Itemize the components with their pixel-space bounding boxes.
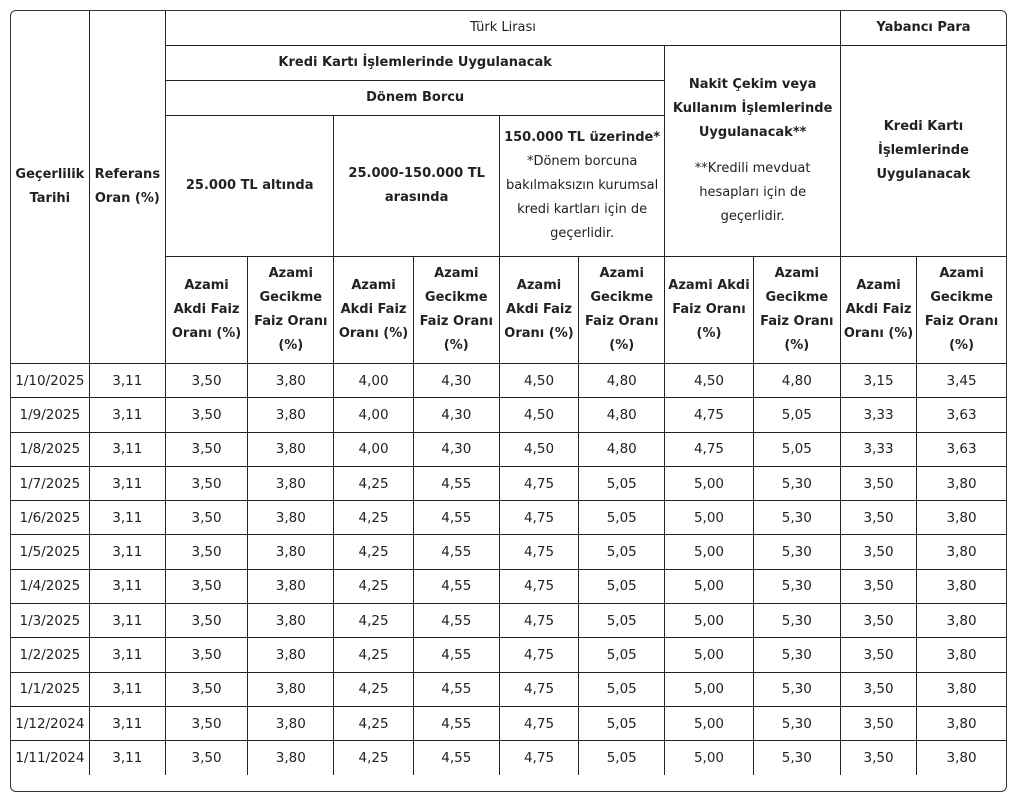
header-akdi-faiz: Azami Akdi Faiz Oranı (%) (499, 257, 578, 364)
header-yp-kredi-karti: Kredi Kartı İşlemlerinde Uygulanacak (840, 46, 1006, 257)
header-referans-oran: Referans Oran (%) (89, 11, 165, 364)
table-cell: 3,80 (248, 672, 334, 706)
table-cell: 1/12/2024 (11, 706, 89, 740)
interest-rates-table (11, 11, 1006, 775)
table-cell: 1/2/2025 (11, 638, 89, 672)
table-cell: 3,11 (89, 638, 165, 672)
table-cell: 1/5/2025 (11, 535, 89, 569)
table-cell: 5,05 (579, 672, 665, 706)
table-cell: 4,25 (334, 466, 413, 500)
table-cell: 3,80 (248, 604, 334, 638)
table-cell: 3,50 (840, 672, 916, 706)
table-cell: 5,05 (579, 604, 665, 638)
header-donem-borcu: Dönem Borcu (165, 81, 664, 116)
table-cell: 3,50 (840, 569, 916, 603)
table-cell: 3,33 (840, 398, 916, 432)
table-cell: 4,55 (413, 638, 499, 672)
table-body (11, 364, 1006, 775)
table-cell: 3,50 (165, 706, 247, 740)
table-cell: 5,05 (579, 706, 665, 740)
table-cell: 3,15 (840, 364, 916, 398)
table-cell: 3,80 (248, 638, 334, 672)
table-cell: 4,75 (499, 466, 578, 500)
table-cell: 3,80 (917, 569, 1006, 603)
table-row (11, 535, 1006, 569)
table-cell: 5,30 (753, 569, 840, 603)
table-cell: 4,30 (413, 398, 499, 432)
table-cell: 5,30 (753, 638, 840, 672)
table-cell: 4,75 (499, 672, 578, 706)
header-akdi-faiz: Azami Akdi Faiz Oranı (%) (665, 257, 753, 364)
table-cell: 3,50 (840, 638, 916, 672)
table-cell: 4,30 (413, 364, 499, 398)
table-cell: 3,80 (248, 569, 334, 603)
table-cell: 5,30 (753, 706, 840, 740)
table-cell: 4,55 (413, 501, 499, 535)
table-cell: 3,50 (165, 672, 247, 706)
table-cell: 3,80 (917, 638, 1006, 672)
header-band-1: 25.000 TL altında (165, 116, 333, 257)
table-cell: 5,05 (579, 741, 665, 775)
table-cell: 3,11 (89, 398, 165, 432)
header-turk-lirasi: Türk Lirası (165, 11, 840, 46)
table-cell: 5,05 (579, 466, 665, 500)
header-band-3 (499, 116, 664, 257)
table-cell: 3,45 (917, 364, 1006, 398)
table-cell: 3,80 (248, 398, 334, 432)
table-row (11, 638, 1006, 672)
table-cell: 4,75 (499, 741, 578, 775)
table-cell: 1/9/2025 (11, 398, 89, 432)
table-cell: 4,80 (579, 398, 665, 432)
table-cell: 1/10/2025 (11, 364, 89, 398)
header-akdi-faiz: Azami Akdi Faiz Oranı (%) (165, 257, 247, 364)
table-cell: 4,25 (334, 569, 413, 603)
band-3-note: *Dönem borcuna bakılmaksızın kurumsal kredi kartları için de geçerlidir. (505, 154, 659, 241)
table-cell: 5,00 (665, 706, 753, 740)
table-cell: 5,05 (579, 569, 665, 603)
table-cell: 1/11/2024 (11, 741, 89, 775)
table-cell: 5,30 (753, 535, 840, 569)
header-gecikme-faiz: Azami Gecikme Faiz Oranı (%) (917, 257, 1006, 364)
table-cell: 1/6/2025 (11, 501, 89, 535)
table-cell: 3,11 (89, 432, 165, 466)
table-cell: 3,11 (89, 569, 165, 603)
table-cell: 3,80 (248, 432, 334, 466)
table-cell: 4,25 (334, 672, 413, 706)
table-cell: 1/8/2025 (11, 432, 89, 466)
header-gecerlilik-tarihi: Geçerlilik Tarihi (11, 11, 89, 364)
table-cell: 5,00 (665, 466, 753, 500)
table-cell: 4,75 (499, 569, 578, 603)
table-cell: 3,11 (89, 672, 165, 706)
table-cell: 4,75 (665, 398, 753, 432)
table-cell: 4,75 (499, 706, 578, 740)
table-cell: 5,05 (579, 638, 665, 672)
table-cell: 3,50 (165, 741, 247, 775)
table-row (11, 364, 1006, 398)
header-gecikme-faiz: Azami Gecikme Faiz Oranı (%) (248, 257, 334, 364)
table-cell: 4,75 (499, 501, 578, 535)
rates-table-container (10, 10, 1007, 792)
table-cell: 3,33 (840, 432, 916, 466)
table-cell: 3,80 (917, 535, 1006, 569)
table-cell: 4,00 (334, 432, 413, 466)
table-cell: 3,80 (917, 501, 1006, 535)
table-cell: 4,55 (413, 706, 499, 740)
table-cell: 3,50 (165, 466, 247, 500)
header-gecikme-faiz: Azami Gecikme Faiz Oranı (%) (753, 257, 840, 364)
table-cell: 3,80 (917, 741, 1006, 775)
table-cell: 5,30 (753, 604, 840, 638)
table-cell: 3,11 (89, 604, 165, 638)
header-gecikme-faiz: Azami Gecikme Faiz Oranı (%) (413, 257, 499, 364)
table-cell: 4,25 (334, 741, 413, 775)
table-cell: 1/7/2025 (11, 466, 89, 500)
table-cell: 3,50 (840, 706, 916, 740)
table-cell: 5,00 (665, 638, 753, 672)
table-cell: 4,25 (334, 535, 413, 569)
table-cell: 3,80 (917, 672, 1006, 706)
table-cell: 5,05 (579, 501, 665, 535)
table-cell: 5,00 (665, 569, 753, 603)
table-cell: 5,05 (753, 432, 840, 466)
table-cell: 3,11 (89, 535, 165, 569)
table-cell: 4,75 (499, 535, 578, 569)
table-cell: 4,25 (334, 638, 413, 672)
header-akdi-faiz: Azami Akdi Faiz Oranı (%) (840, 257, 916, 364)
header-nakit-cekim (665, 46, 841, 257)
table-cell: 3,80 (917, 604, 1006, 638)
table-row (11, 501, 1006, 535)
header-akdi-faiz: Azami Akdi Faiz Oranı (%) (334, 257, 413, 364)
table-cell: 3,11 (89, 466, 165, 500)
table-cell: 3,50 (165, 535, 247, 569)
table-cell: 5,00 (665, 672, 753, 706)
table-row (11, 466, 1006, 500)
table-cell: 3,50 (840, 501, 916, 535)
table-cell: 4,00 (334, 398, 413, 432)
table-cell: 4,80 (579, 364, 665, 398)
table-cell: 4,80 (579, 432, 665, 466)
table-cell: 3,80 (248, 741, 334, 775)
table-cell: 5,00 (665, 604, 753, 638)
table-cell: 3,80 (917, 466, 1006, 500)
table-row (11, 569, 1006, 603)
table-cell: 3,11 (89, 501, 165, 535)
table-cell: 3,50 (165, 604, 247, 638)
table-cell: 4,50 (499, 364, 578, 398)
header-gecikme-faiz: Azami Gecikme Faiz Oranı (%) (579, 257, 665, 364)
header-band-2: 25.000-150.000 TL arasında (334, 116, 499, 257)
table-cell: 4,25 (334, 604, 413, 638)
table-cell: 3,50 (840, 466, 916, 500)
header-kredi-karti-islemleri: Kredi Kartı İşlemlerinde Uygulanacak (165, 46, 664, 81)
table-cell: 3,80 (248, 466, 334, 500)
table-cell: 1/1/2025 (11, 672, 89, 706)
table-cell: 4,80 (753, 364, 840, 398)
table-cell: 5,00 (665, 535, 753, 569)
table-cell: 5,00 (665, 501, 753, 535)
table-cell: 4,50 (499, 398, 578, 432)
table-cell: 4,75 (665, 432, 753, 466)
table-cell: 3,50 (840, 741, 916, 775)
nakit-cekim-note: **Kredili mevduat hesapları için de geçerlidir. (694, 161, 811, 224)
table-cell: 4,75 (499, 638, 578, 672)
table-row (11, 432, 1006, 466)
table-cell: 3,50 (165, 501, 247, 535)
table-cell: 3,63 (917, 432, 1006, 466)
table-cell: 4,00 (334, 364, 413, 398)
table-cell: 5,05 (753, 398, 840, 432)
table-row (11, 741, 1006, 775)
table-row (11, 672, 1006, 706)
table-cell: 5,30 (753, 501, 840, 535)
table-row (11, 706, 1006, 740)
table-row (11, 604, 1006, 638)
band-3-title: 150.000 TL üzerinde* (504, 130, 661, 145)
table-cell: 3,80 (248, 706, 334, 740)
table-cell: 4,55 (413, 535, 499, 569)
table-cell: 4,75 (499, 604, 578, 638)
table-cell: 4,55 (413, 466, 499, 500)
nakit-cekim-title: Nakit Çekim veya Kullanım İşlemlerinde Uygulanacak** (672, 77, 833, 140)
table-cell: 5,30 (753, 466, 840, 500)
table-cell: 3,80 (248, 501, 334, 535)
table-row (11, 398, 1006, 432)
table-cell: 3,80 (248, 535, 334, 569)
table-cell: 4,55 (413, 569, 499, 603)
table-cell: 3,50 (165, 398, 247, 432)
header-yabanci-para: Yabancı Para (840, 11, 1006, 46)
table-cell: 5,00 (665, 741, 753, 775)
table-cell: 4,25 (334, 501, 413, 535)
table-cell: 4,25 (334, 706, 413, 740)
table-cell: 3,11 (89, 741, 165, 775)
table-cell: 4,50 (665, 364, 753, 398)
table-cell: 3,11 (89, 706, 165, 740)
table-cell: 4,55 (413, 604, 499, 638)
table-cell: 5,30 (753, 741, 840, 775)
table-cell: 4,50 (499, 432, 578, 466)
table-cell: 4,55 (413, 741, 499, 775)
table-cell: 3,50 (840, 604, 916, 638)
table-cell: 1/4/2025 (11, 569, 89, 603)
table-cell: 3,50 (165, 569, 247, 603)
table-cell: 3,50 (165, 638, 247, 672)
table-cell: 3,11 (89, 364, 165, 398)
table-cell: 3,50 (840, 535, 916, 569)
table-cell: 3,80 (248, 364, 334, 398)
table-cell: 3,50 (165, 364, 247, 398)
table-cell: 5,30 (753, 672, 840, 706)
table-cell: 4,55 (413, 672, 499, 706)
table-cell: 5,05 (579, 535, 665, 569)
table-cell: 3,63 (917, 398, 1006, 432)
table-cell: 1/3/2025 (11, 604, 89, 638)
table-cell: 4,30 (413, 432, 499, 466)
table-cell: 3,50 (165, 432, 247, 466)
table-cell: 3,80 (917, 706, 1006, 740)
